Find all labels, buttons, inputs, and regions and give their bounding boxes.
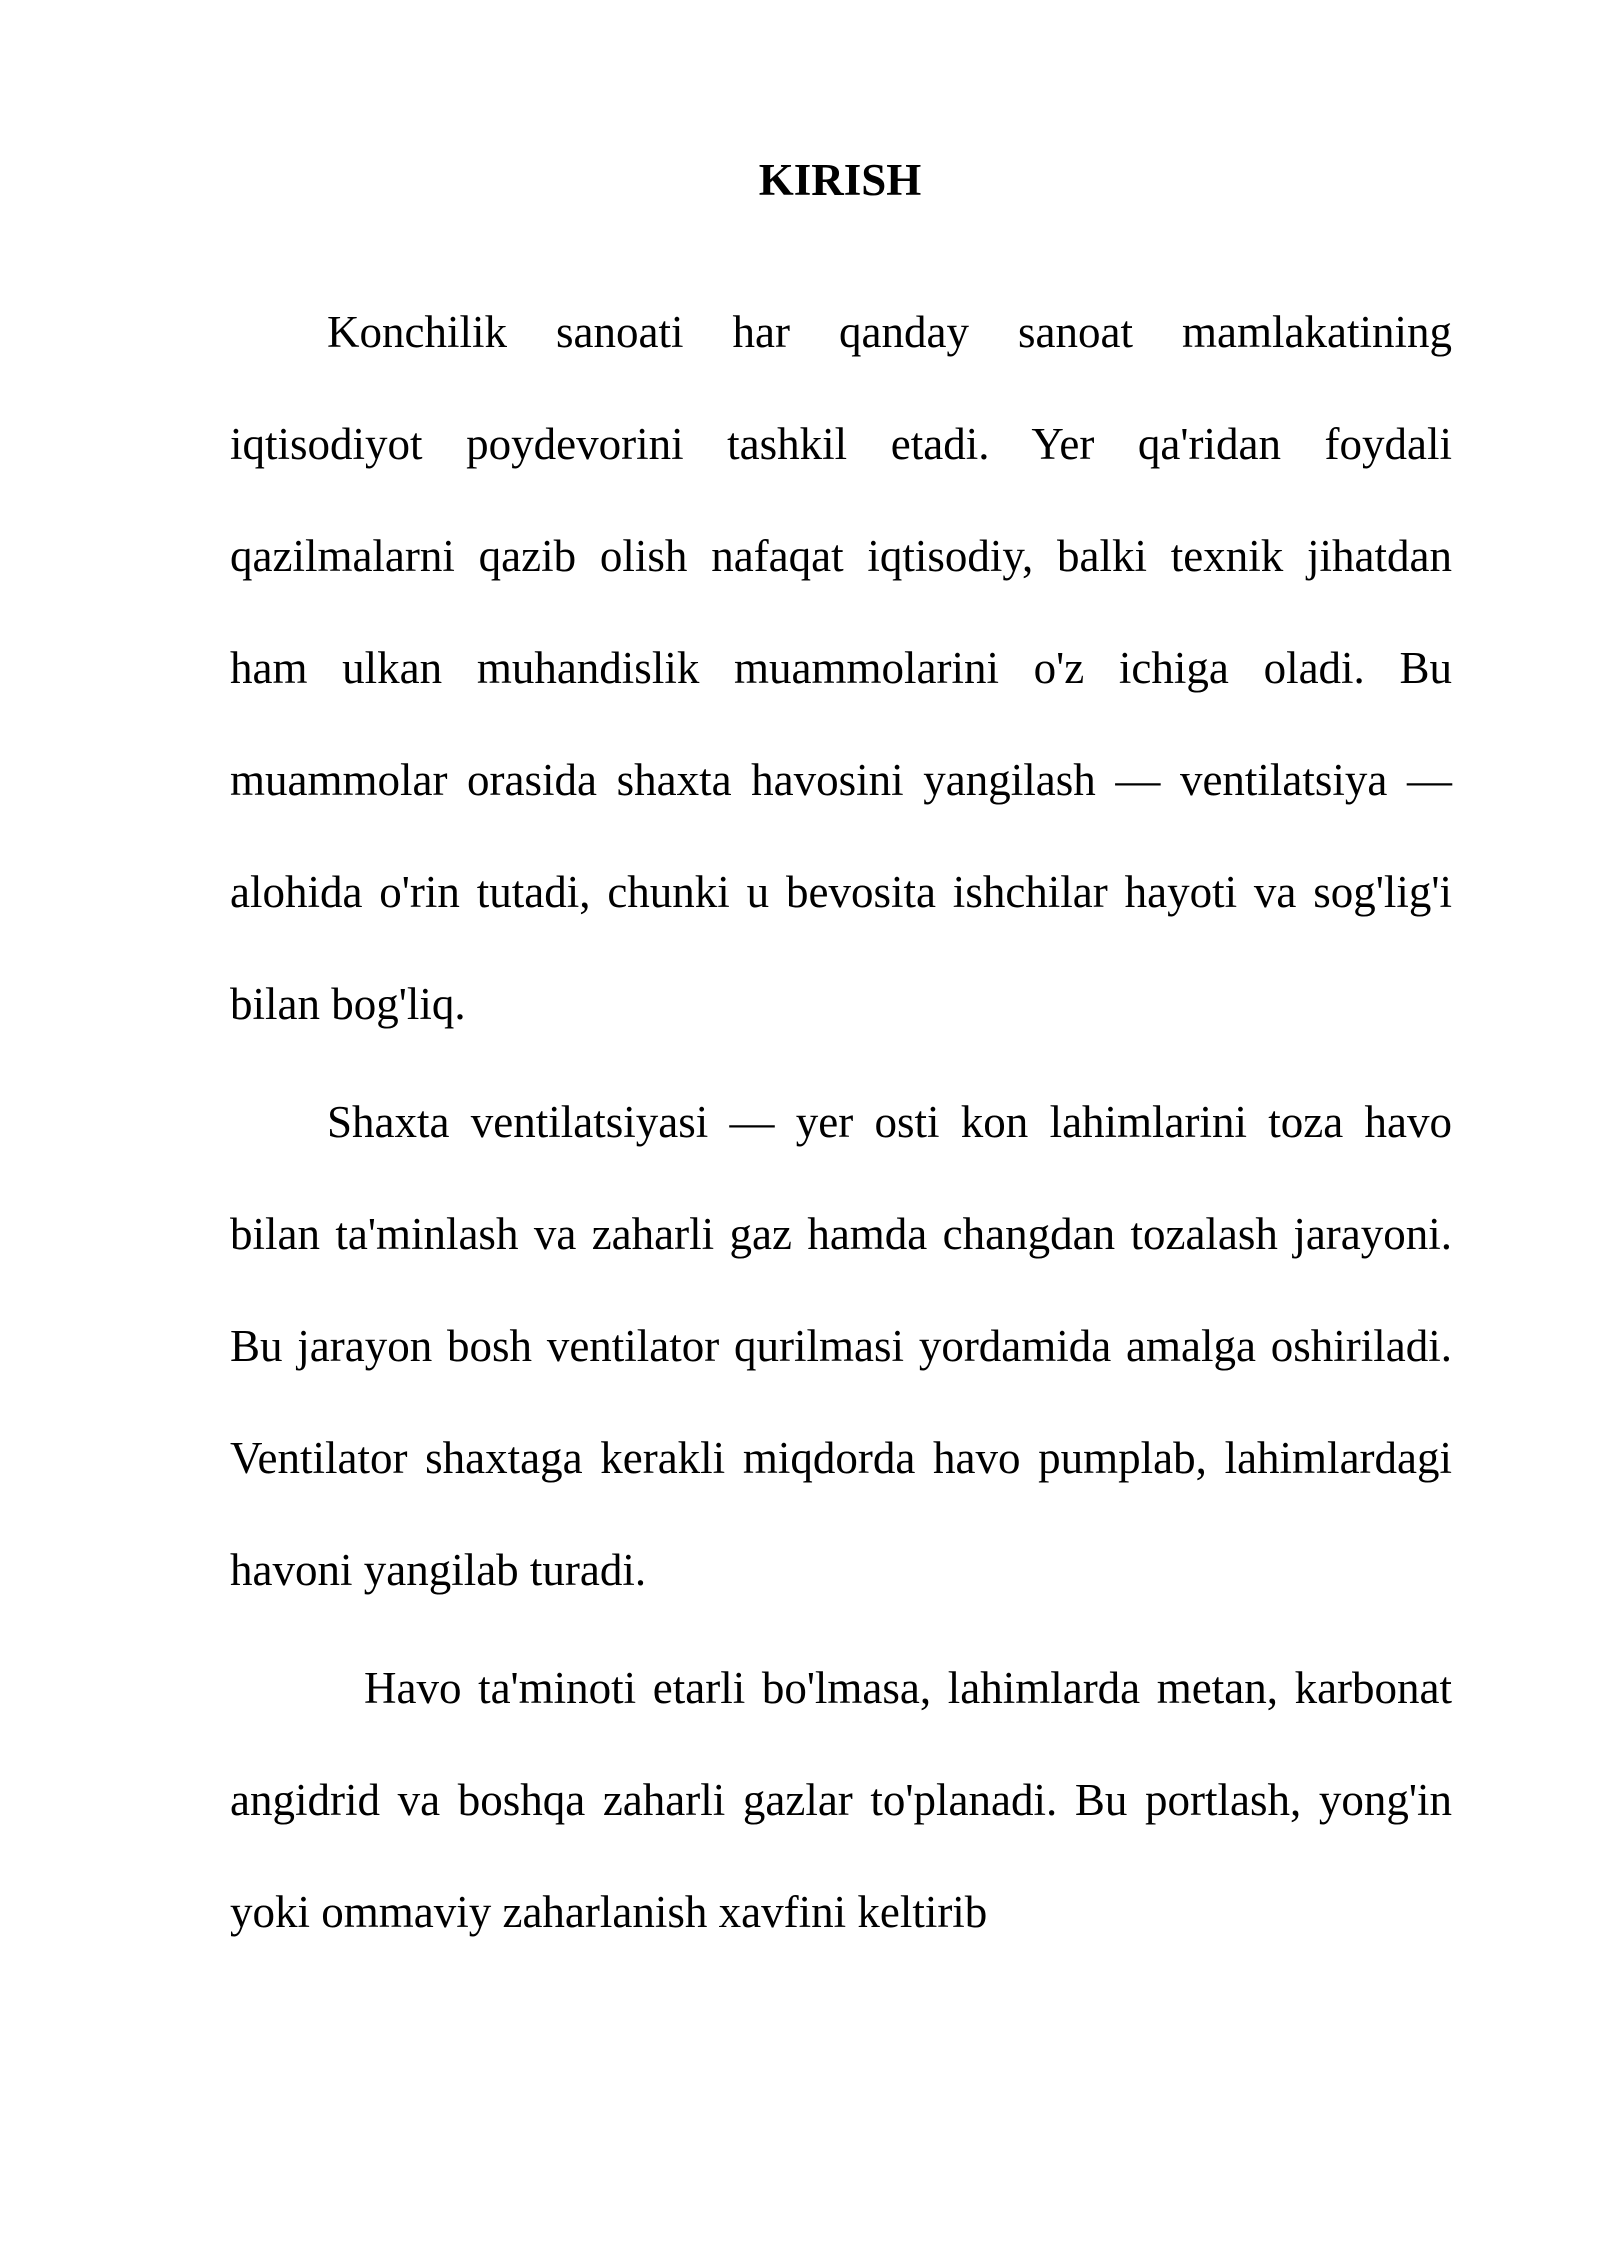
paragraph-3: Havo ta'minoti etarli bo'lmasa, lahimlarda metan, karbonat angidrid va boshqa zaharli gazlar to'planadi. Bu portlash, yong'in yoki ommaviy zaharlanish xavfini keltirib xyxy=(230,1663,1452,1937)
page-title: KIRISH xyxy=(758,155,922,205)
paragraph-1: Konchilik sanoati har qanday sanoat mamlakatining iqtisodiyot poydevorini tashkil etadi. Yer qa'ridan foydali qazilmalarni qazib olish nafaqat iqtisodiy, balki texnik jihatdan ham ulkan muhandislik muammolarini o'z ichiga oladi. Bu muammolar orasida shaxta havosini yangilash — ventilatsiya — alohida o'rin tutadi, chunki u bevosita ishchilar hayoti va sog'lig'i bilan bog'liq. xyxy=(230,307,1452,1029)
paragraph-2: Shaxta ventilatsiyasi — yer osti kon lahimlarini toza havo bilan ta'minlash va zaharli gaz hamda changdan tozalash jarayoni. Bu jarayon bosh ventilator qurilmasi yordamida amalga oshiriladi. Ventilator shaxtaga kerakli miqdorda havo pumplab, lahimlardagi havoni yangilab turadi. xyxy=(230,1097,1452,1595)
document-body xyxy=(230,276,1452,1968)
